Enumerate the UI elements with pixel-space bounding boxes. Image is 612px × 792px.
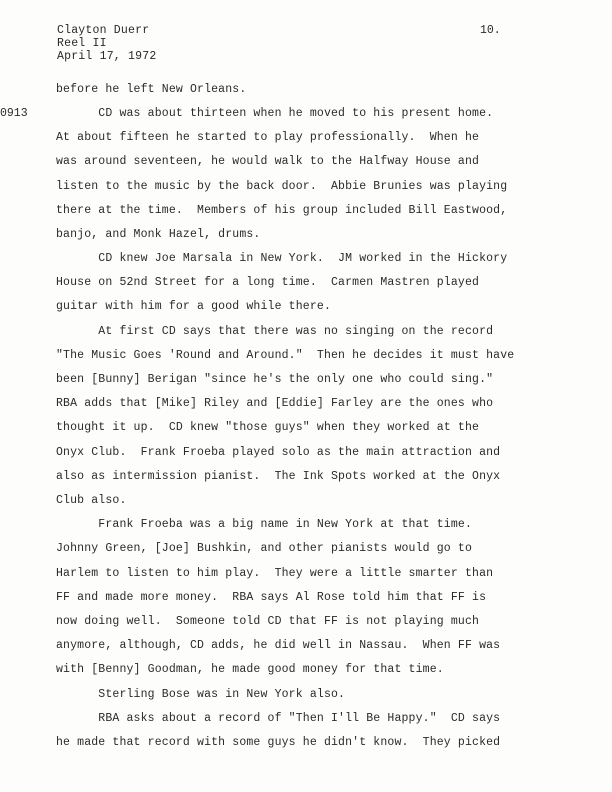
text-line: there at the time. Members of his group included Bill Eastwood,	[56, 204, 508, 217]
text-line: Club also.	[56, 494, 127, 507]
tape-counter-note: 0913	[0, 107, 28, 120]
text-line: At about fifteen he started to play professionally. When he	[56, 131, 480, 144]
text-line: RBA adds that [Mike] Riley and [Eddie] Farley are the ones who	[56, 397, 494, 410]
text-line: banjo, and Monk Hazel, drums.	[56, 228, 261, 241]
page-number: 10.	[480, 24, 501, 37]
text-line: CD was about thirteen when he moved to his present home.	[56, 107, 494, 120]
text-line: thought it up. CD knew "those guys" when they worked at the	[56, 421, 480, 434]
text-line: Sterling Bose was in New York also.	[56, 688, 346, 701]
text-line: listen to the music by the back door. Abbie Brunies was playing	[56, 180, 508, 193]
text-line: now doing well. Someone told CD that FF is not playing much	[56, 615, 480, 628]
text-line: CD knew Joe Marsala in New York. JM worked in the Hickory	[56, 252, 508, 265]
header-name: Clayton Duerr	[57, 24, 150, 37]
text-line: anymore, although, CD adds, he did well in Nassau. When FF was	[56, 639, 501, 652]
text-line: "The Music Goes 'Round and Around." Then he decides it must have	[56, 349, 515, 362]
text-line: Onyx Club. Frank Froeba played solo as the main attraction and	[56, 446, 501, 459]
text-line: At first CD says that there was no singing on the record	[56, 325, 494, 338]
text-line: FF and made more money. RBA says Al Rose told him that FF is	[56, 591, 487, 604]
text-line: Frank Froeba was a big name in New York at that time.	[56, 518, 473, 531]
text-line: RBA asks about a record of "Then I'll Be Happy." CD says	[56, 712, 501, 725]
text-line: guitar with him for a good while there.	[56, 300, 331, 313]
text-line: Johnny Green, [Joe] Bushkin, and other pianists would go to	[56, 542, 473, 555]
text-line: been [Bunny] Berigan "since he's the only one who could sing."	[56, 373, 494, 386]
text-line: Harlem to listen to him play. They were a little smarter than	[56, 567, 494, 580]
text-line: was around seventeen, he would walk to the Halfway House and	[56, 155, 480, 168]
text-line: also as intermission pianist. The Ink Spots worked at the Onyx	[56, 470, 501, 483]
header-reel: Reel II	[57, 37, 107, 50]
text-line: he made that record with some guys he didn't know. They picked	[56, 736, 501, 749]
header-date: April 17, 1972	[57, 50, 157, 63]
text-line: before he left New Orleans.	[56, 83, 247, 96]
text-line: House on 52nd Street for a long time. Carmen Mastren played	[56, 276, 480, 289]
text-line: with [Benny] Goodman, he made good money for that time.	[56, 663, 444, 676]
